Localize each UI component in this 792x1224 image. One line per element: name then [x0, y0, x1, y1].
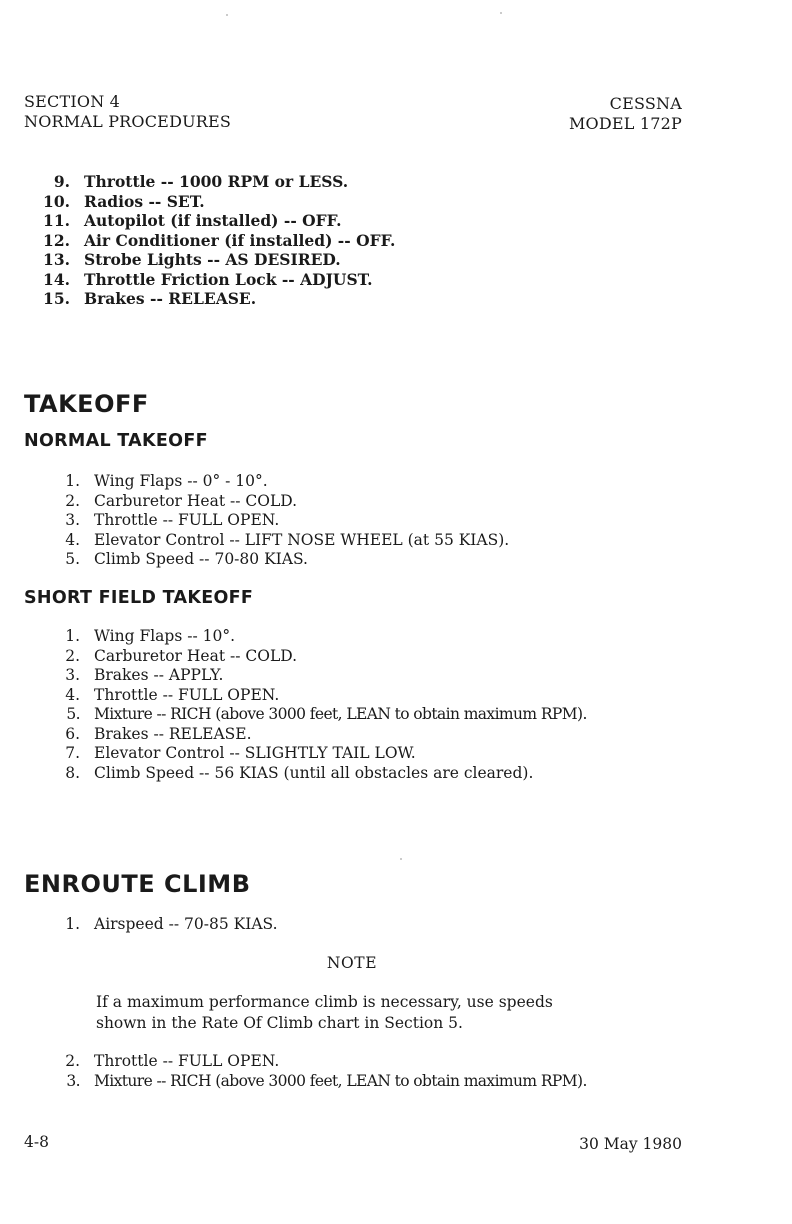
short-field-takeoff-list: 1. Wing Flaps -- 10°. 2. Carburetor Heat -- COLD. 3. Brakes -- APPLY. 4. Throttle -- FULL OPEN. 5. Mixture -- RICH (above 3000 feet, LEAN to obtain maximum RPM). 6. Brakes -- RELEASE. 7. Elevator Control -- SLIGHTLY TAIL LOW. 8. Climb Speed -- 56 KIAS (until all obstacles are cleared). [65, 627, 587, 782]
model-header [569, 94, 682, 134]
before-takeoff-continued-list: 9. Throttle -- 1000 RPM or LESS. 10. Radios -- SET. 11. Autopilot (if installed) -- OFF. 12. Air Conditioner (if installed) -- OFF. 13. Strobe Lights -- AS DESIRED. 14. Throttle Friction Lock -- ADJUST. 15. Brakes -- RELEASE. [43, 172, 396, 308]
section-header [24, 92, 231, 132]
normal-takeoff-list: 1. Wing Flaps -- 0° - 10°. 2. Carburetor Heat -- COLD. 3. Throttle -- FULL OPEN. 4. Elevator Control -- LIFT NOSE WHEEL (at 55 KIAS). 5. Climb Speed -- 70-80 KIAS. [65, 472, 510, 568]
takeoff-heading: TAKEOFF [24, 390, 149, 418]
normal-takeoff-heading: NORMAL TAKEOFF [24, 431, 208, 451]
page-number: 4-8 [24, 1133, 49, 1151]
enroute-climb-list-end: 2. Throttle -- FULL OPEN. 3. Mixture -- RICH (above 3000 feet, LEAN to obtain maximum RPM). [65, 1052, 587, 1090]
model: MODEL 172P [568, 114, 682, 133]
scan-speck [500, 12, 502, 14]
note-line: shown in the Rate Of Climb chart in Section 5. [96, 1014, 463, 1032]
enroute-climb-heading: ENROUTE CLIMB [24, 870, 251, 898]
revision-date: 30 May 1980 [579, 1135, 682, 1153]
section-number: SECTION 4 [24, 92, 121, 111]
scan-speck [400, 858, 402, 860]
note-title: NOTE [326, 954, 378, 972]
note-body [96, 992, 656, 1034]
short-field-takeoff-heading: SHORT FIELD TAKEOFF [24, 588, 254, 608]
note-line: If a maximum performance climb is necessary, use speeds [96, 993, 553, 1011]
section-title: NORMAL PROCEDURES [24, 112, 232, 131]
manufacturer: CESSNA [609, 94, 682, 113]
enroute-climb-list-start: 1. Airspeed -- 70-85 KIAS. [65, 915, 278, 933]
scan-speck [226, 14, 228, 16]
